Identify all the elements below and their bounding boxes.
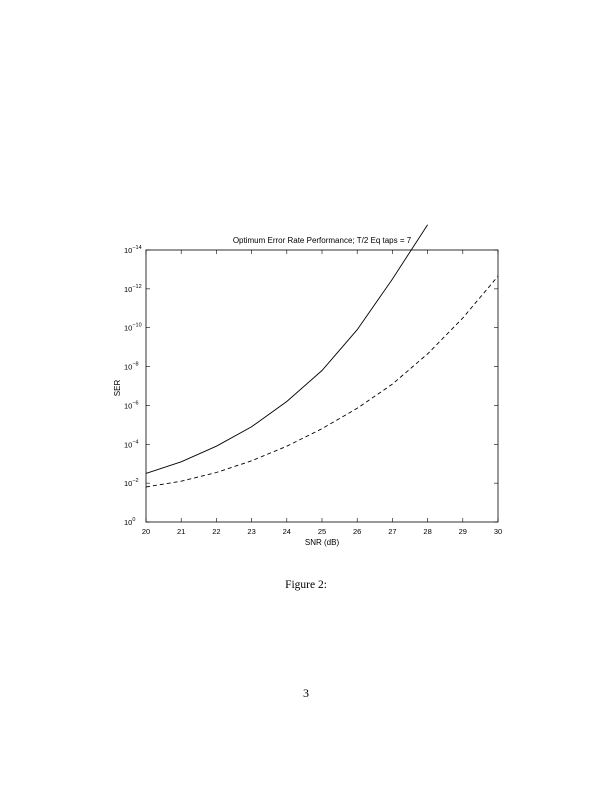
plot-area xyxy=(124,245,502,536)
x-tick-label: 24 xyxy=(282,527,291,536)
y-tick-label: $10^{-6}$ xyxy=(124,400,139,411)
x-axis-title: SNR (dB) xyxy=(304,538,340,547)
y-tick-label: $10^{-12}$ xyxy=(124,283,142,294)
series-line-solid xyxy=(146,225,428,474)
x-tick-label: 26 xyxy=(353,527,362,536)
x-tick-label: 22 xyxy=(212,527,221,536)
series-line-dashed xyxy=(146,276,498,487)
y-tick-label: $10^{-2}$ xyxy=(124,478,139,489)
x-tick-label: 29 xyxy=(458,527,467,536)
x-tick-label: 25 xyxy=(317,527,327,536)
x-tick-label: 28 xyxy=(423,527,432,536)
x-tick-label: 27 xyxy=(388,527,397,536)
series-layer xyxy=(146,225,498,487)
chart-title: Optimum Error Rate Performance; T/2 Eq taps = 7 xyxy=(232,236,412,245)
plot-frame xyxy=(146,250,498,522)
x-tick-label: 20 xyxy=(141,527,151,536)
y-tick-label: $10^{-14}$ xyxy=(124,245,142,255)
x-tick-label: 30 xyxy=(493,527,503,536)
page-number: 3 xyxy=(303,686,309,700)
y-axis-title: SER xyxy=(113,379,122,397)
x-tick-label: 23 xyxy=(247,527,256,536)
y-tick-label: $10^{-10}$ xyxy=(124,322,142,333)
x-tick-label: 21 xyxy=(177,527,186,536)
y-tick-label: $10^{-4}$ xyxy=(124,439,139,450)
figure-caption: Figure 2: xyxy=(285,579,327,591)
y-tick-label: $10^{-8}$ xyxy=(124,361,139,372)
y-tick-label: $10^0$ xyxy=(124,517,136,527)
